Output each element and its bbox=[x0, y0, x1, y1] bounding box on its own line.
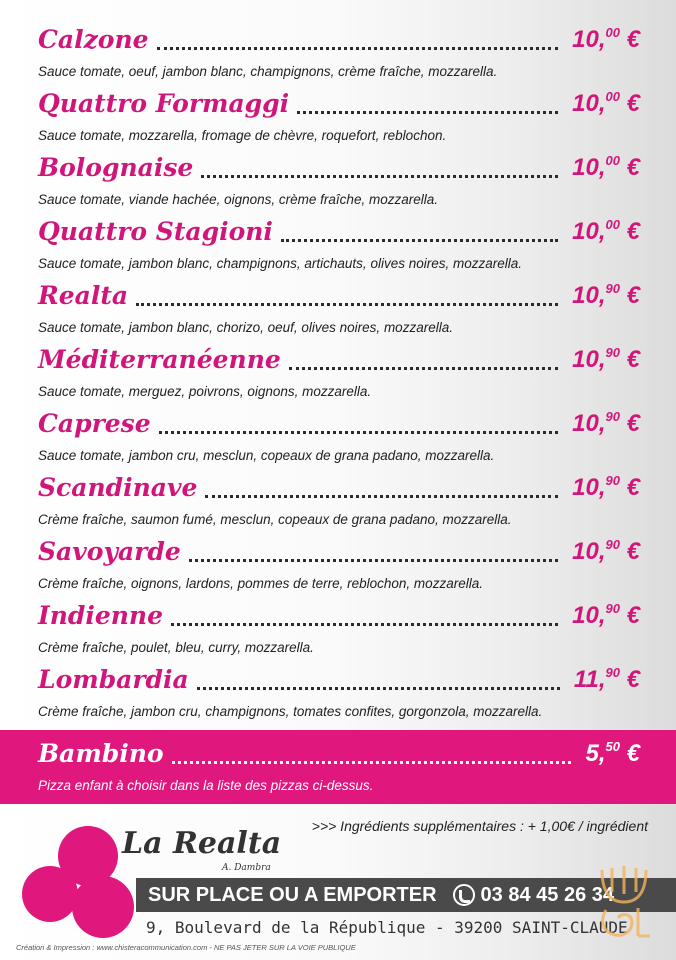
menu-item bbox=[0, 212, 676, 276]
item-description: Crème fraîche, oignons, lardons, pommes de terre, reblochon, mozzarella. bbox=[38, 576, 483, 591]
item-name: Bolognaise bbox=[38, 153, 194, 182]
dot-leader bbox=[172, 761, 572, 764]
menu-item bbox=[0, 84, 676, 148]
service-label: SUR PLACE OU A EMPORTER bbox=[148, 883, 437, 906]
item-description: Sauce tomate, jambon blanc, champignons, artichauts, olives noires, mozzarella. bbox=[38, 256, 522, 271]
item-price: 10,00 € bbox=[572, 217, 640, 245]
item-name: Realta bbox=[38, 281, 129, 310]
menu-item bbox=[0, 20, 676, 84]
item-description: Crème fraîche, saumon fumé, mesclun, copeaux de grana padano, mozzarella. bbox=[38, 512, 512, 527]
item-price: 10,00 € bbox=[572, 89, 640, 117]
item-name: Indienne bbox=[38, 601, 164, 630]
item-description: Crème fraîche, poulet, bleu, curry, mozzarella. bbox=[38, 640, 314, 655]
item-description: Pizza enfant à choisir dans la liste des pizzas ci-dessus. bbox=[38, 778, 374, 793]
item-price: 5,50 € bbox=[585, 739, 640, 767]
brand-name: La Realta bbox=[122, 826, 282, 861]
item-description: Sauce tomate, viande hachée, oignons, crème fraîche, mozzarella. bbox=[38, 192, 438, 207]
certification-stamp-icon bbox=[592, 862, 656, 940]
menu-item bbox=[0, 148, 676, 212]
phone-number[interactable]: 03 84 45 26 34 bbox=[480, 883, 615, 906]
item-price: 10,00 € bbox=[572, 25, 640, 53]
item-name: Calzone bbox=[38, 25, 149, 54]
dot-leader bbox=[205, 495, 558, 498]
menu-item bbox=[0, 468, 676, 532]
logo-circles-icon bbox=[14, 826, 134, 946]
item-price: 10,90 € bbox=[572, 473, 640, 501]
item-price: 11,90 € bbox=[573, 665, 640, 693]
menu-item bbox=[0, 340, 676, 404]
item-name: Bambino bbox=[38, 739, 164, 768]
dot-leader bbox=[197, 687, 560, 690]
item-price: 10,90 € bbox=[572, 345, 640, 373]
phone-icon bbox=[453, 884, 475, 906]
dot-leader bbox=[171, 623, 558, 626]
address: 9, Boulevard de la République - 39200 SAINT-CLAUDE bbox=[146, 918, 628, 937]
menu-item bbox=[0, 660, 676, 724]
item-price: 10,00 € bbox=[572, 153, 640, 181]
item-price: 10,90 € bbox=[572, 601, 640, 629]
print-credit: Création & Impression : www.chisteracommunication.com - NE PAS JETER SUR LA VOIE PUBLIQUE bbox=[16, 943, 356, 952]
menu-item bbox=[0, 596, 676, 660]
dot-leader bbox=[136, 303, 558, 306]
bambino-banner bbox=[0, 730, 676, 804]
item-name: Scandinave bbox=[38, 473, 198, 502]
item-description: Sauce tomate, merguez, poivrons, oignons, mozzarella. bbox=[38, 384, 372, 399]
dot-leader bbox=[289, 367, 558, 370]
menu-item bbox=[0, 404, 676, 468]
item-description: Sauce tomate, mozzarella, fromage de chèvre, roquefort, reblochon. bbox=[38, 128, 447, 143]
item-price: 10,90 € bbox=[572, 537, 640, 565]
item-description: Sauce tomate, jambon cru, mesclun, copeaux de grana padano, mozzarella. bbox=[38, 448, 495, 463]
item-description: Crème fraîche, jambon cru, champignons, tomates confites, gorgonzola, mozzarella. bbox=[38, 704, 543, 719]
dot-leader bbox=[297, 111, 558, 114]
item-price: 10,90 € bbox=[572, 409, 640, 437]
item-name: Lombardia bbox=[38, 665, 189, 694]
dot-leader bbox=[159, 431, 558, 434]
menu-item bbox=[0, 276, 676, 340]
item-name: Savoyarde bbox=[38, 537, 181, 566]
menu-item bbox=[0, 532, 676, 596]
item-name: Caprese bbox=[38, 409, 151, 438]
dot-leader bbox=[189, 559, 558, 562]
brand-subtitle: A. Dambra bbox=[222, 863, 271, 873]
dot-leader bbox=[157, 47, 559, 50]
extras-note: >>> Ingrédients supplémentaires : + 1,00€ / ingrédient bbox=[311, 818, 648, 834]
dot-leader bbox=[201, 175, 558, 178]
item-name: Quattro Stagioni bbox=[38, 217, 273, 246]
item-price: 10,90 € bbox=[572, 281, 640, 309]
item-description: Sauce tomate, oeuf, jambon blanc, champignons, crème fraîche, mozzarella. bbox=[38, 64, 498, 79]
item-name: Méditerranéenne bbox=[38, 345, 281, 374]
item-description: Sauce tomate, jambon blanc, chorizo, oeuf, olives noires, mozzarella. bbox=[38, 320, 453, 335]
dot-leader bbox=[281, 239, 558, 242]
item-name: Quattro Formaggi bbox=[38, 89, 290, 118]
